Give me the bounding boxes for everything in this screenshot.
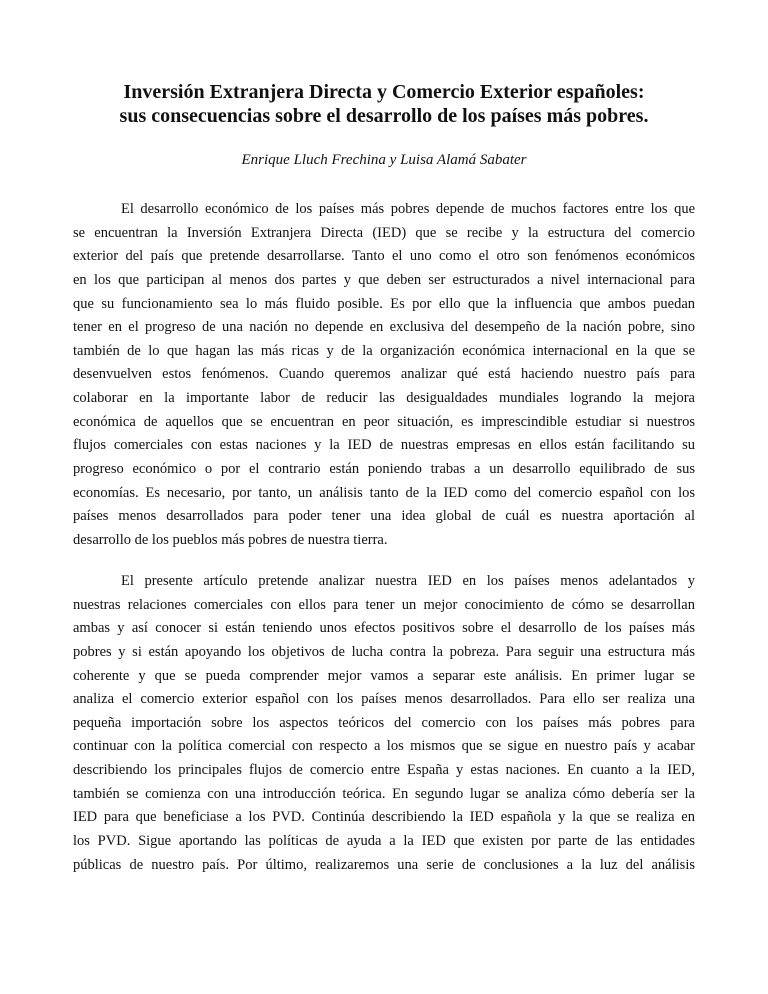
text-line: que su funcionamiento sea lo más fluido posible. Es por ello que la influencia que ambos puedan <box>73 295 695 312</box>
document-title <box>0 81 768 128</box>
text-line: tener en el progreso de una nación no depende en exclusiva del desempeño de la nación pobre, sino <box>73 319 695 336</box>
text-line: progreso económico o por el contrario están poniendo trabas a un desarrollo equilibrado de sus <box>73 461 695 478</box>
text-line: también se comienza con una introducción teórica. En segundo lugar se analiza cómo debería ser la <box>73 785 695 802</box>
text-line: coherente y que se pueda comprender mejor vamos a separar este análisis. En primer lugar se <box>73 667 695 684</box>
text-line: IED para que beneficiase a los PVD. Continúa describiendo la IED española y la que se realiza en <box>73 809 695 826</box>
text-line: pobres y si están apoyando los objetivos de lucha contra la pobreza. Para seguir una estructura más <box>73 643 695 660</box>
text-line: nuestras relaciones comerciales con ellos para tener un mejor conocimiento de cómo se desarrollan <box>73 596 695 613</box>
paragraph-2 <box>73 570 695 877</box>
text-line: continuar con la política comercial con respecto a los mismos que se sigue en nuestro país y acabar <box>73 738 695 755</box>
text-line: exterior del país que pretende desarrollarse. Tanto el uno como el otro son fenómenos económicos <box>73 248 695 265</box>
text-line: economías. Es necesario, por tanto, un análisis tanto de la IED como del comercio español con los <box>73 484 695 501</box>
text-line: se encuentran la Inversión Extranjera Directa (IED) que se recibe y la estructura del comercio <box>73 224 695 241</box>
text-line: también de lo que hagan las más ricas y de la organización económica internacional en la que se <box>73 342 695 359</box>
text-line: en los que participan al menos dos partes y que deben ser estructurados a nivel internacional para <box>73 271 695 288</box>
text-line: El desarrollo económico de los países más pobres depende de muchos factores entre los que <box>121 201 695 217</box>
text-line: describiendo los principales flujos de comercio entre España y estas naciones. En cuanto a la IED, <box>73 762 695 779</box>
paragraph-1 <box>73 198 695 553</box>
text-line: los PVD. Sigue aportando las políticas de ayuda a la IED que existen por parte de las entidades <box>73 833 695 850</box>
text-line: pequeña importación sobre los aspectos teóricos del comercio con los países más pobres para <box>73 714 695 731</box>
text-line: países menos desarrollados para poder tener una idea global de cuál es nuestra aportación al <box>73 508 695 525</box>
title-line: Inversión Extranjera Directa y Comercio Exterior españoles: <box>123 81 645 103</box>
text-line: ambas y así conocer si están teniendo unos efectos positivos sobre el desarrollo de los países más <box>73 620 695 637</box>
title-line: sus consecuencias sobre el desarrollo de los países más pobres. <box>119 104 649 127</box>
text-line: desarrollo de los pueblos más pobres de nuestra tierra. <box>73 531 388 548</box>
text-line: desenvuelven estos fenómenos. Cuando queremos analizar qué está haciendo nuestro país para <box>73 366 695 383</box>
authors: Enrique Lluch Frechina y Luisa Alamá Sabater <box>241 152 527 168</box>
text-line: flujos comerciales con estas naciones y la IED de nuestras empresas en ellos están facilitando su <box>73 437 695 454</box>
text-line: públicas de nuestro país. Por último, realizaremos una serie de conclusiones a la luz del análisis <box>73 856 695 873</box>
text-line: analiza el comercio exterior español con los países menos desarrollados. Para ello ser realiza una <box>73 691 695 708</box>
text-line: económica de aquellos que se encuentran en peor situación, es imprescindible estudiar si nuestros <box>73 413 695 430</box>
text-line: El presente artículo pretende analizar nuestra IED en los países menos adelantados y <box>121 573 695 589</box>
text-line: colaborar en la importante labor de reducir las desigualdades mundiales logrando la mejora <box>73 390 695 407</box>
